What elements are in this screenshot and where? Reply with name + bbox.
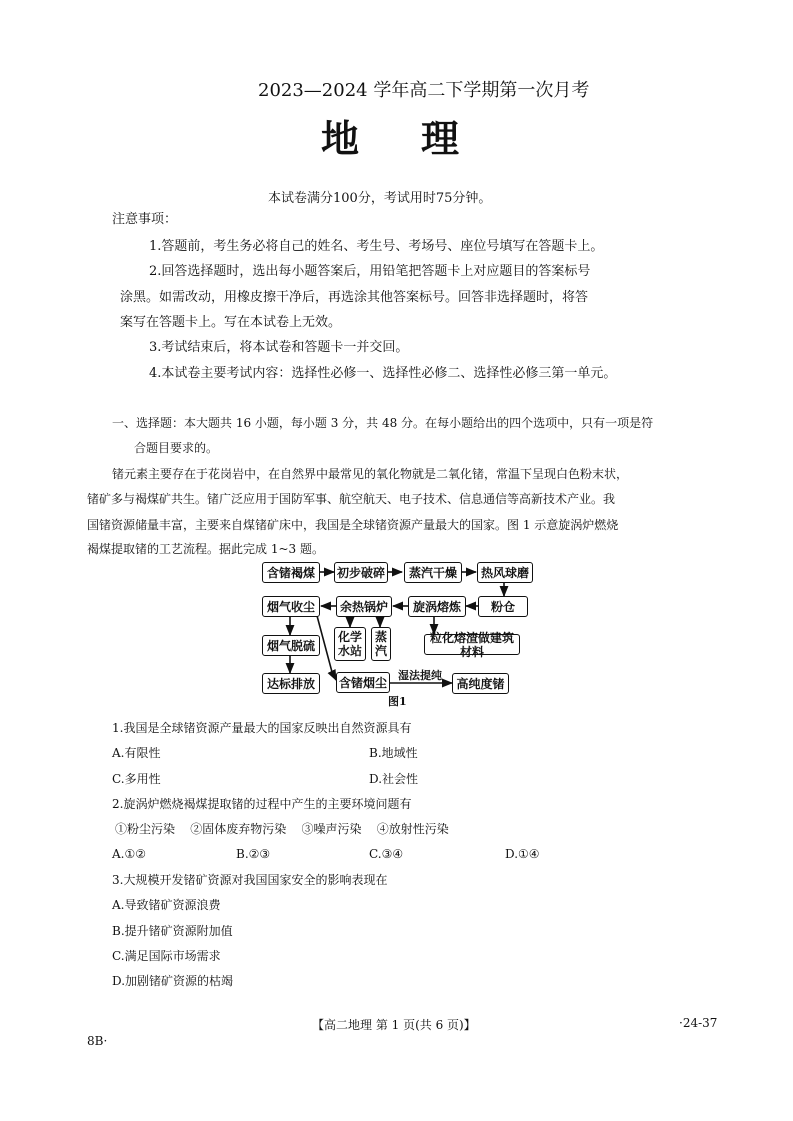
box-yanqi-tuoliu: 烟气脱硫 bbox=[262, 635, 320, 656]
label-shifa-tichun: 湿法提纯 bbox=[398, 669, 442, 682]
score-line: 本试卷满分100分，考试用时75分钟。 bbox=[268, 191, 492, 206]
notice-heading: 注意事项： bbox=[112, 212, 178, 227]
q3-option-b: B.提升锗矿资源附加值 bbox=[112, 924, 233, 938]
notice-item-2-line-3: 案写在答题卡上。写在本试卷上无效。 bbox=[120, 315, 342, 330]
q2-option-a: A.①② bbox=[112, 847, 146, 861]
passage-line-2: 锗矿多与褐煤矿共生。锗广泛应用于国防军事、航空航天、电子技术、信息通信等高新技术产业。我 bbox=[87, 492, 616, 506]
q2-items: ①粉尘污染 ②固体废弃物污染 ③噪声污染 ④放射性污染 bbox=[115, 822, 449, 836]
footer-code-left: 8B· bbox=[87, 1034, 108, 1048]
box-fencang: 粉仓 bbox=[478, 596, 528, 617]
q1-option-b: B.地域性 bbox=[369, 746, 418, 760]
q3-option-c: C.满足国际市场需求 bbox=[112, 949, 221, 963]
box-zhengqi-line-1: 蒸 bbox=[374, 630, 387, 644]
q2-option-b: B.②③ bbox=[236, 847, 271, 861]
q1-stem: 1.我国是全球锗资源产量最大的国家反映出自然资源具有 bbox=[112, 721, 412, 735]
box-dabiao-paifang: 达标排放 bbox=[262, 673, 320, 694]
box-gaochundu-zhe: 高纯度锗 bbox=[452, 673, 509, 694]
q3-option-d: D.加剧锗矿资源的枯竭 bbox=[112, 974, 234, 988]
passage-line-4: 褐煤提取锗的工艺流程。据此完成 1~3 题。 bbox=[87, 542, 324, 556]
q1-option-d: D.社会性 bbox=[369, 772, 419, 786]
box-zhengqi-ganzao: 蒸汽干燥 bbox=[404, 562, 462, 583]
subject-char-1: 地 bbox=[321, 116, 360, 161]
box-hanzhe-hemei: 含锗褐煤 bbox=[262, 562, 320, 583]
box-yure-guolu: 余热锅炉 bbox=[336, 596, 392, 617]
section-1-line-2: 合题目要求的。 bbox=[134, 441, 219, 455]
box-hanzhe-yanchen: 含锗烟尘 bbox=[336, 672, 390, 693]
subject-char-2: 理 bbox=[421, 116, 460, 161]
box-huaxue-shuizhan bbox=[334, 627, 366, 661]
notice-item-4: 4.本试卷主要考试内容：选择性必修一、选择性必修二、选择性必修三第一单元。 bbox=[149, 366, 617, 381]
exam-title: 2023—2024 学年高二下学期第一次月考 bbox=[258, 80, 590, 101]
notice-item-3: 3.考试结束后，将本试卷和答题卡一并交回。 bbox=[149, 340, 409, 355]
q3-stem: 3.大规模开发锗矿资源对我国国家安全的影响表现在 bbox=[112, 873, 388, 887]
notice-item-2-line-1: 2.回答选择题时，选出每小题答案后，用铅笔把答题卡上对应题目的答案标号 bbox=[149, 264, 591, 279]
notice-item-2-line-2: 涂黑。如需改动，用橡皮擦干净后，再选涂其他答案标号。回答非选择题时，将答 bbox=[120, 290, 589, 305]
q3-option-a: A.导致锗矿资源浪费 bbox=[112, 898, 221, 912]
box-lihua-rongzha: 粒化熔渣做建筑材料 bbox=[424, 634, 520, 655]
notice-item-1: 1.答题前，考生务必将自己的姓名、考生号、考场号、座位号填写在答题卡上。 bbox=[149, 239, 604, 254]
q2-option-c: C.③④ bbox=[369, 847, 404, 861]
q2-option-d: D.①④ bbox=[505, 847, 540, 861]
footer-code-right: ·24-37 bbox=[679, 1016, 718, 1030]
q1-option-a: A.有限性 bbox=[112, 746, 161, 760]
q1-option-c: C.多用性 bbox=[112, 772, 161, 786]
box-yanqi-shouchen: 烟气收尘 bbox=[262, 596, 320, 617]
footer-page-label: 【高二地理 第 1 页(共 6 页)】 bbox=[312, 1018, 476, 1032]
box-xuanwo-ronglian: 旋涡熔炼 bbox=[408, 596, 466, 617]
box-refeng-qiumo: 热风球磨 bbox=[477, 562, 533, 583]
box-zhengqi bbox=[371, 627, 391, 661]
box-zhengqi-line-2: 汽 bbox=[374, 644, 387, 658]
box-huaxue-line-2: 水站 bbox=[337, 644, 362, 658]
section-1-line-1: 一、选择题：本大题共 16 小题，每小题 3 分，共 48 分。在每小题给出的四个选项中，只有一项是符 bbox=[112, 416, 654, 430]
passage-line-3: 国锗资源储量丰富，主要来自煤锗矿床中，我国是全球锗资源产量最大的国家。图 1 示意旋涡炉燃烧 bbox=[87, 518, 619, 532]
figure-caption: 图1 bbox=[388, 695, 407, 708]
box-huaxue-line-1: 化学 bbox=[337, 630, 362, 644]
passage-line-1: 锗元素主要存在于花岗岩中，在自然界中最常见的氧化物就是二氧化锗，常温下呈现白色粉末状， bbox=[112, 467, 629, 481]
q2-stem: 2.旋涡炉燃烧褐煤提取锗的过程中产生的主要环境问题有 bbox=[112, 797, 412, 811]
box-chubu-posui: 初步破碎 bbox=[334, 562, 388, 583]
